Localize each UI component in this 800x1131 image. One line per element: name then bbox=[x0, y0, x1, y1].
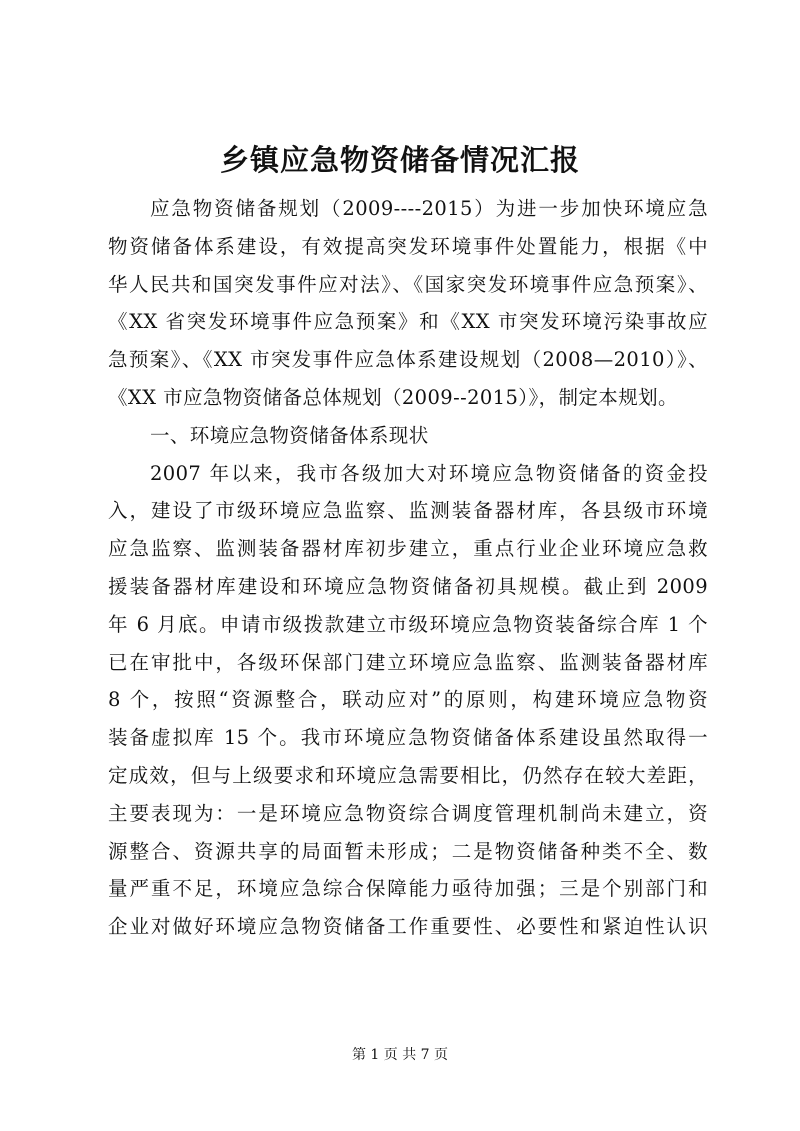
paragraph-line: 《XX 省突发环境事件应急预案》和《XX 市突发环境污染事故应 bbox=[108, 310, 708, 334]
section-heading: 一、环境应急物资储备体系现状 bbox=[150, 423, 429, 447]
paragraph-line: 急预案》、《XX 市突发事件应急体系建设规划（2008—2010）》、 bbox=[108, 348, 708, 372]
paragraph-line: 源整合、资源共享的局面暂未形成；二是物资储备种类不全、数 bbox=[108, 839, 708, 863]
paragraph-line: 主要表现为：一是环境应急物资综合调度管理机制尚未建立，资 bbox=[108, 801, 708, 825]
paragraph-line: 华人民共和国突发事件应对法》、《国家突发环境事件应急预案》、 bbox=[108, 272, 708, 296]
paragraph-line: 定成效，但与上级要求和环境应急需要相比，仍然存在较大差距， bbox=[108, 763, 708, 787]
paragraph-line: 应急监察、监测装备器材库初步建立，重点行业企业环境应急救 bbox=[108, 537, 708, 561]
page-title: 乡镇应急物资储备情况汇报 bbox=[219, 143, 580, 177]
body-text bbox=[108, 190, 708, 946]
paragraph-line: 企业对做好环境应急物资储备工作重要性、必要性和紧迫性认识 bbox=[108, 915, 708, 939]
paragraph-line: 应急物资储备规划（2009----2015）为进一步加快环境应急 bbox=[150, 197, 708, 220]
paragraph-line: 援装备器材库建设和环境应急物资储备初具规模。截止到 2009 bbox=[108, 574, 708, 598]
paragraph-line: 已在审批中，各级环保部门建立环境应急监察、监测装备器材库 bbox=[108, 650, 708, 674]
paragraph-line: 量严重不足，环境应急综合保障能力亟待加强；三是个别部门和 bbox=[108, 877, 708, 901]
paragraph-line: 2007 年以来，我市各级加大对环境应急物资储备的资金投 bbox=[150, 461, 708, 485]
paragraph-line: 装备虚拟库 15 个。我市环境应急物资储备体系建设虽然取得一 bbox=[108, 726, 708, 750]
paragraph-line: 《XX 市应急物资储备总体规划（2009--2015）》，制定本规划。 bbox=[108, 385, 678, 409]
paragraph-line: 入，建设了市级环境应急监察、监测装备器材库，各县级市环境 bbox=[108, 499, 708, 523]
page-number-footer: 第 1 页 共 7 页 bbox=[351, 1047, 449, 1063]
paragraph-line: 物资储备体系建设，有效提高突发环境事件处置能力，根据《中 bbox=[108, 234, 708, 258]
paragraph-line: 8 个，按照“资源整合，联动应对”的原则，构建环境应急物资 bbox=[108, 688, 708, 712]
paragraph-line: 年 6 月底。申请市级拨款建立市级环境应急物资装备综合库 1 个 bbox=[108, 612, 708, 636]
